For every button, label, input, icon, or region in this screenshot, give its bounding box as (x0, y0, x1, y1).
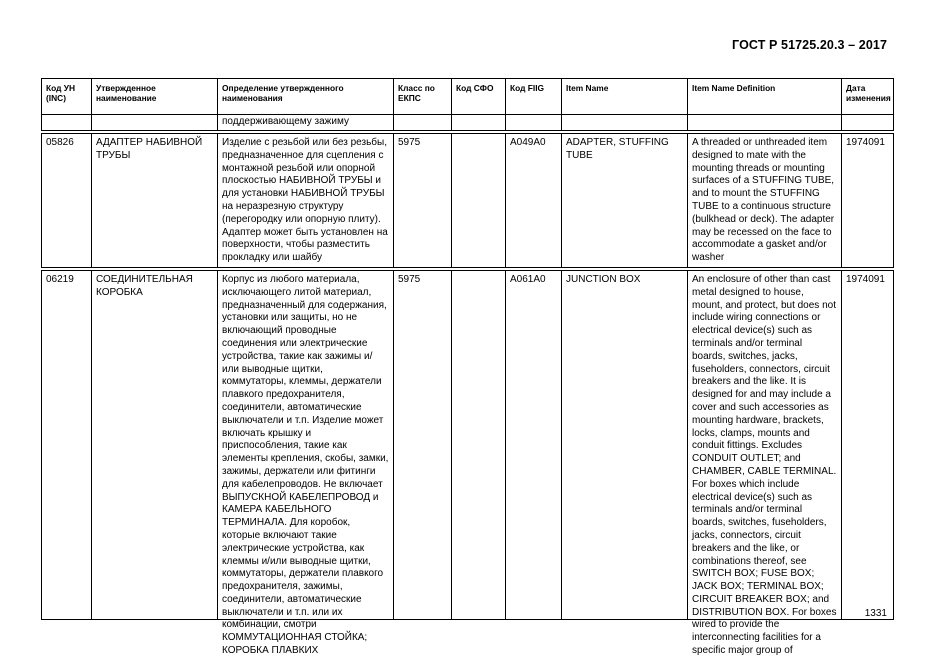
cell-approved-definition: Корпус из любого материала, исключающего литой материал, предназначенный для содержания, установки или защиты, но не включающий проводные соединения или электрические устройства, такие как зажимы и/или выводные щитки, коммутаторы, клеммы, держатели плавкого предохранителя, соединители, автоматические выключатели и т.п. Изделие может включать крышку и приспособления, такие как элементы крепления, скобы, замки, зажимы, держатели или фитинги для кабелепроводов. Не включает ВЫПУСКНОЙ КАБЕЛЕПРОВОД и КАМЕРА КАБЕЛЬНОГО ТЕРМИНАЛА. Для коробок, которые включают такие электрические устройства, как клеммы и/или выводные щитки, коммутаторы, держатели плавкого предохранителя, зажимы, соединители, автоматические выключатели и т.п. или их комбинации, смотри КОММУТАЦИОННАЯ СТОЙКА; КОРОБКА ПЛАВКИХ (222, 273, 389, 657)
header-code-fiig: Код FIIG (506, 79, 562, 115)
cell-change-date: 1974091 (842, 134, 894, 268)
cell-code-sfo (452, 134, 506, 268)
cell-approved-name: СОЕДИНИТЕЛЬНАЯ КОРОБКА (92, 270, 218, 619)
header-change-date: Дата изменения (842, 79, 894, 115)
cell-code-un: 06219 (42, 270, 92, 619)
header-class-ekps: Класс по ЕКПС (394, 79, 452, 115)
continuation-text: поддерживающему зажиму (218, 115, 394, 131)
standard-title: ГОСТ Р 51725.20.3 – 2017 (732, 38, 887, 52)
header-item-name: Item Name (562, 79, 688, 115)
cell-code-fiig: A061A0 (506, 270, 562, 619)
table-row (42, 134, 894, 268)
continuation-row (42, 115, 894, 131)
header-item-name-definition: Item Name Definition (688, 79, 842, 115)
cell-approved-definition: Изделие с резьбой или без резьбы, предназначенное для сцепления с монтажной резьбой или опорной плоскостью НАБИВНОЙ ТРУБЫ и для установки НАБИВНОЙ ТРУБЫ на неразрезную структуру (перегородку или опорную плиту). Адаптер может быть установлен на поверхности, чтобы разместить прокладку или шайбу (218, 134, 394, 268)
page-number: 1331 (864, 608, 887, 619)
cell-class-ekps: 5975 (394, 270, 452, 619)
header-code-sfo: Код СФО (452, 79, 506, 115)
cell-change-date: 1974091 (842, 270, 894, 619)
cell-approved-name: АДАПТЕР НАБИВНОЙ ТРУБЫ (92, 134, 218, 268)
cell-item-name: JUNCTION BOX (562, 270, 688, 619)
cell-code-fiig: A049A0 (506, 134, 562, 268)
catalog-table (41, 78, 894, 657)
cell-code-sfo (452, 270, 506, 619)
header-approved-name: Утвержденное наименование (92, 79, 218, 115)
catalog-table-container (41, 78, 893, 657)
cell-item-name-definition: A threaded or unthreaded item designed to mate with the mounting threads or mounting surfaces of a STUFFING TUBE, and to mount the STUFFING TUBE to a continuous structure (bulkhead or deck). The adapter may be recessed on the face to accommodate a gasket and/or washer (688, 134, 842, 268)
table-header-row (42, 79, 894, 115)
header-approved-definition: Определение утвержденного наименования (218, 79, 394, 115)
cell-item-name-definition: An enclosure of other than cast metal designed to house, mount, and protect, but does not include wiring connections or electrical device(s) such as terminals and/or terminal boards, switches, jacks, fuseholders, connectors, circuit breakers and the like. It is designed for and may include a cover and such accessories as mounting hardware, brackets, locks, clamps, mounts and conduit fittings. Excludes CONDUIT OUTLET; and CHAMBER, CABLE TERMINAL. For boxes which include electrical device(s) such as terminals and/or terminal boards, switches, fuseholders, jacks, connectors, circuit breakers and the like, or combinations thereof, see SWITCH BOX; FUSE BOX; JACK BOX; TERMINAL BOX; CIRCUIT BREAKER BOX; and DISTRIBUTION BOX. For boxes wired to provide the interconnecting facilities for a specific major group of (692, 273, 837, 657)
cell-code-un: 05826 (42, 134, 92, 268)
header-code-un: Код УН (INC) (42, 79, 92, 115)
table-row (42, 270, 894, 619)
cell-item-name: ADAPTER, STUFFING TUBE (562, 134, 688, 268)
cell-class-ekps: 5975 (394, 134, 452, 268)
